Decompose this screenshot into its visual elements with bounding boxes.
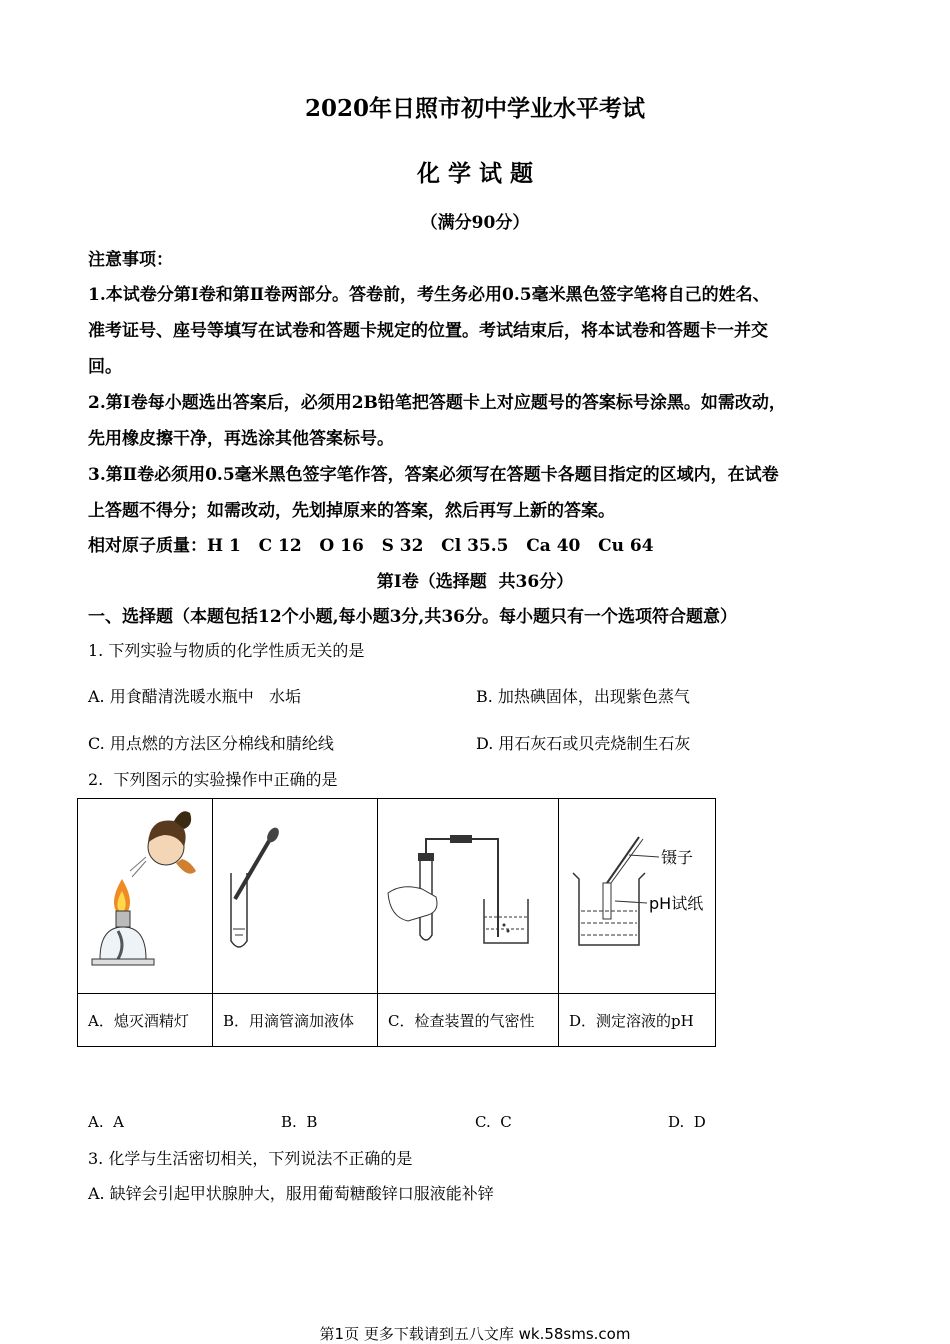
note-line: 上答题不得分；如需改动，先划掉原来的答案，然后再写上新的答案。 [88,501,615,521]
q2-option-c: C. C [475,1113,512,1131]
caption-c: C．检查装置的气密性 [378,994,559,1047]
part1-title: 第Ⅰ卷（选择题 共36分） [376,572,574,592]
caption-a: A．熄灭酒精灯 [78,994,213,1047]
note-line: 2.第Ⅰ卷每小题选出答案后，必须用2B铅笔把答题卡上对应题号的答案标号涂黑。如需改动， [88,393,786,413]
dropper-test-tube-illustration [213,799,377,989]
airtightness-check-illustration [378,799,558,989]
caption-d: D．测定溶液的pH [559,994,716,1047]
q3-option-a: A. 缺锌会引起甲状腺肿大，服用葡萄糖酸锌口服液能补锌 [88,1184,494,1203]
exam-title: 2020年日照市初中学业水平考试 [304,95,645,122]
figure-a [78,799,213,994]
q2-stem: 2. 下列图示的实验操作中正确的是 [88,770,338,789]
q1-option-b: B. 加热碘固体，出现紫色蒸气 [476,687,690,706]
q1-option-a: A. 用食醋清洗暖水瓶中 水垢 [88,687,301,706]
notes-heading: 注意事项： [88,250,173,270]
note-line: 准考证号、座号等填写在试卷和答题卡规定的位置。考试结束后，将本试卷和答题卡一并交 [88,321,768,341]
q2-figure-table [77,798,716,1047]
full-score: （满分90分） [420,213,530,233]
note-line: 先用橡皮擦干净，再选涂其他答案标号。 [88,429,394,449]
note-line: 回。 [88,357,122,377]
note-line: 3.第Ⅱ卷必须用0.5毫米黑色签字笔作答，答案必须写在答题卡各题目指定的区域内，在试卷 [88,465,779,485]
alcohol-lamp-blowing-illustration [78,799,212,989]
q1-option-d: D. 用石灰石或贝壳烧制生石灰 [476,734,691,753]
q2-option-a: A. A [88,1113,124,1131]
atomic-mass: 相对原子质量：H 1 C 12 O 16 S 32 Cl 35.5 Ca 40 Cu 64 [88,536,654,556]
ph-test-illustration [559,799,715,989]
figure-d [559,799,716,994]
q1-option-c: C. 用点燃的方法区分棉线和腈纶线 [88,734,334,753]
figure-b [213,799,378,994]
q2-option-d: D. D [668,1113,706,1131]
ph-paper-label: pH试纸 [649,894,704,913]
caption-b: B．用滴管滴加液体 [213,994,378,1047]
q3-stem: 3. 化学与生活密切相关，下列说法不正确的是 [88,1149,413,1168]
q2-option-b: B. B [281,1113,318,1131]
subject-title: 化 学 试 题 [416,160,534,187]
section-heading: 一、选择题（本题包括12个小题,每小题3分,共36分。每小题只有一个选项符合题意） [88,607,737,627]
page-footer: 第1页 更多下载请到五八文库 wk.58sms.com [319,1325,631,1343]
q1-stem: 1. 下列实验与物质的化学性质无关的是 [88,641,365,660]
note-line: 1.本试卷分第Ⅰ卷和第Ⅱ卷两部分。答卷前，考生务必用0.5毫米黑色签字笔将自己的姓名、 [88,285,770,305]
tweezers-label: 镊子 [661,848,694,867]
figure-c [378,799,559,994]
